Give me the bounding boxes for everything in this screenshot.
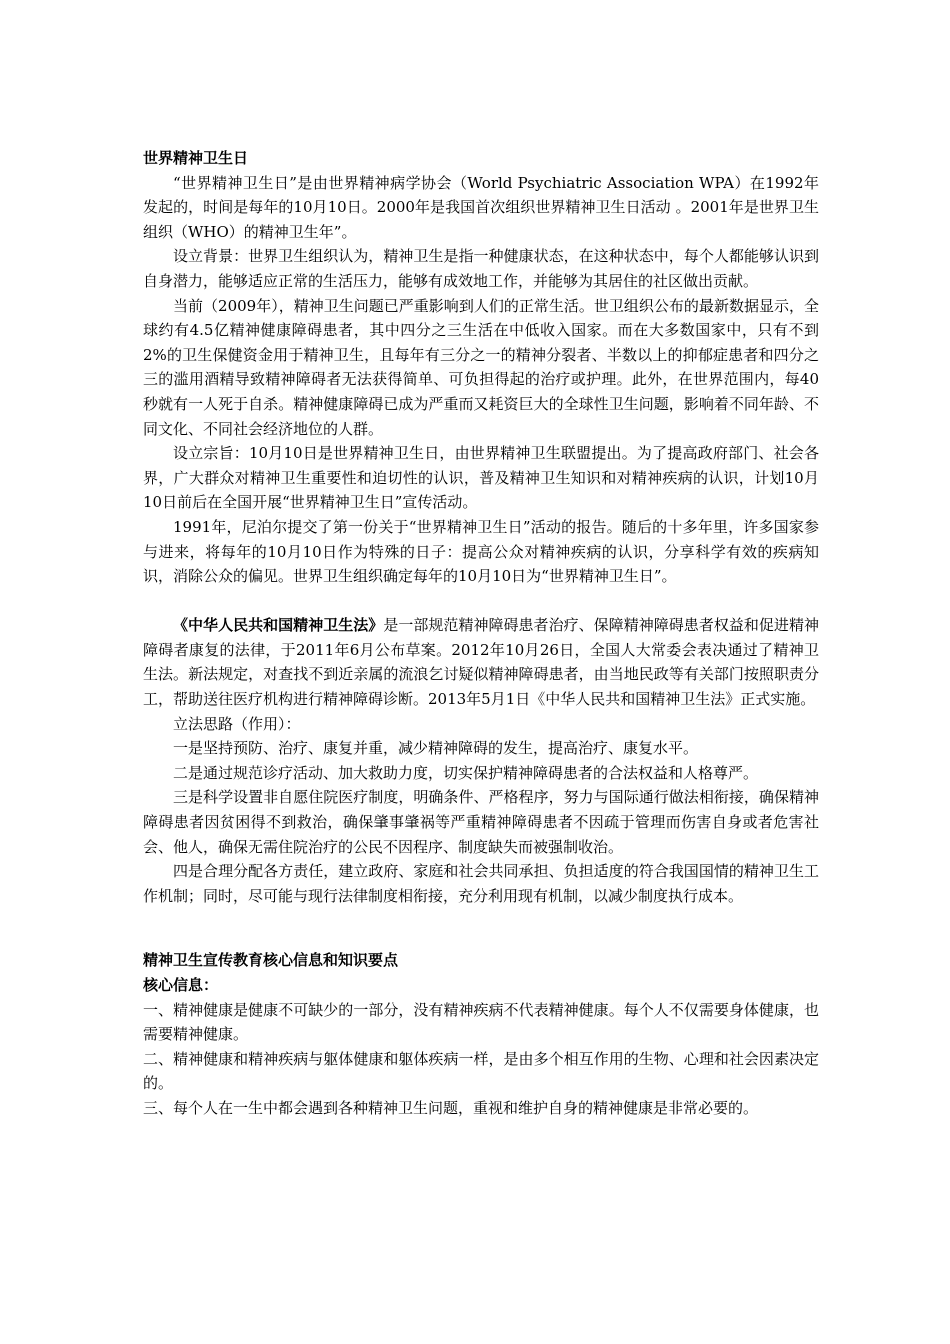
spacer bbox=[143, 908, 819, 948]
document-page bbox=[143, 146, 819, 1121]
law-intro-paragraph bbox=[143, 613, 819, 711]
core-info-item: 一、精神健康是健康不可缺少的一部分，没有精神疾病不代表精神健康。每个人不仅需要身体健康，也需要精神健康。 bbox=[143, 1000, 819, 1044]
paragraph: 1991年，尼泊尔提交了第一份关于“世界精神卫生日”活动的报告。随后的十多年里，许多国家参与进来，将每年的10月10日作为特殊的日子：提高公众对精神疾病的认识，分享科学有效的疾病知识，消除公众的偏见。世界卫生组织确定每年的10月10日为“世界精神卫生日”。 bbox=[143, 517, 819, 586]
core-info-item: 二、精神健康和精神疾病与躯体健康和躯体疾病一样，是由多个相互作用的生物、心理和社会因素决定的。 bbox=[143, 1049, 819, 1093]
section-title-core-info: 精神卫生宣传教育核心信息和知识要点 bbox=[143, 951, 399, 970]
law-intro-text: 是一部规范精神障碍患者治疗、保障精神障碍患者权益和促进精神障碍者康复的法律，于2011年6月公布草案。2012年10月26日，全国人大常委会表决通过了精神卫生法。新法规定，对查找不到近亲属的流浪乞讨疑似精神障碍患者，由当地民政等有关部门按照职责分工，帮助送往医疗机构进行精神障碍诊断。2013年5月1日《中华人民共和国精神卫生法》正式实施。 bbox=[143, 616, 819, 709]
legislation-point: 一是坚持预防、治疗、康复并重，减少精神障碍的发生，提高治疗、康复水平。 bbox=[173, 739, 699, 758]
law-title: 《中华人民共和国精神卫生法》 bbox=[173, 616, 384, 635]
paragraph: 设立宗旨：10月10日是世界精神卫生日，由世界精神卫生联盟提出。为了提高政府部门、社会各界，广大群众对精神卫生重要性和迫切性的认识，普及精神卫生知识和对精神疾病的认识，计划10月10日前后在全国开展“世界精神卫生日”宣传活动。 bbox=[143, 444, 819, 512]
paragraph: 设立背景：世界卫生组织认为，精神卫生是指一种健康状态，在这种状态中，每个人都能够认识到自身潜力，能够适应正常的生活压力，能够有成效地工作，并能够为其居住的社区做出贡献。 bbox=[143, 247, 819, 290]
legislation-subheading: 立法思路（作用）： bbox=[173, 714, 301, 733]
core-info-subtitle: 核心信息： bbox=[143, 976, 219, 994]
section-title-world-mental-health-day: 世界精神卫生日 bbox=[143, 149, 249, 167]
spacer bbox=[143, 589, 819, 614]
core-info-item: 三、每个人在一生中都会遇到各种精神卫生问题，重视和维护自身的精神健康是非常必要的。 bbox=[143, 1098, 759, 1117]
legislation-point: 三是科学设置非自愿住院医疗制度，明确条件、严格程序，努力与国际通行做法相衔接，确保精神障碍患者因贫困得不到救治，确保肇事肇祸等严重精神障碍患者不因疏于管理而伤害自身或者危害社会、他人，确保无需住院治疗的公民不因程序、制度缺失而被强制收治。 bbox=[143, 788, 819, 856]
paragraph: 当前（2009年），精神卫生问题已严重影响到人们的正常生活。世卫组织公布的最新数据显示，全球约有4.5亿精神健康障碍患者，其中四分之三生活在中低收入国家。而在大多数国家中，只有不到2%的卫生保健资金用于精神卫生，且每年有三分之一的精神分裂者、半数以上的抑郁症患者和四分之三的滥用酒精导致精神障碍者无法获得简单、可负担得起的治疗或护理。此外，在世界范围内，每40秒就有一人死于自杀。精神健康障碍已成为严重而又耗资巨大的全球性卫生问题，影响着不同年龄、不同文化、不同社会经济地位的人群。 bbox=[143, 296, 819, 438]
paragraph: “世界精神卫生日”是由世界精神病学协会（World Psychiatric Association WPA）在1992年发起的，时间是每年的10月10日。2000年是我国首次组织世界精神卫生日活动 。2001年是世界卫生组织（WHO）的精神卫生年”。 bbox=[143, 173, 819, 241]
legislation-point: 二是通过规范诊疗活动、加大救助力度，切实保护精神障碍患者的合法权益和人格尊严。 bbox=[173, 763, 759, 782]
legislation-point: 四是合理分配各方责任，建立政府、家庭和社会共同承担、负担适度的符合我国国情的精神卫生工作机制；同时，尽可能与现行法律制度相衔接，充分利用现有机制，以减少制度执行成本。 bbox=[143, 862, 819, 905]
